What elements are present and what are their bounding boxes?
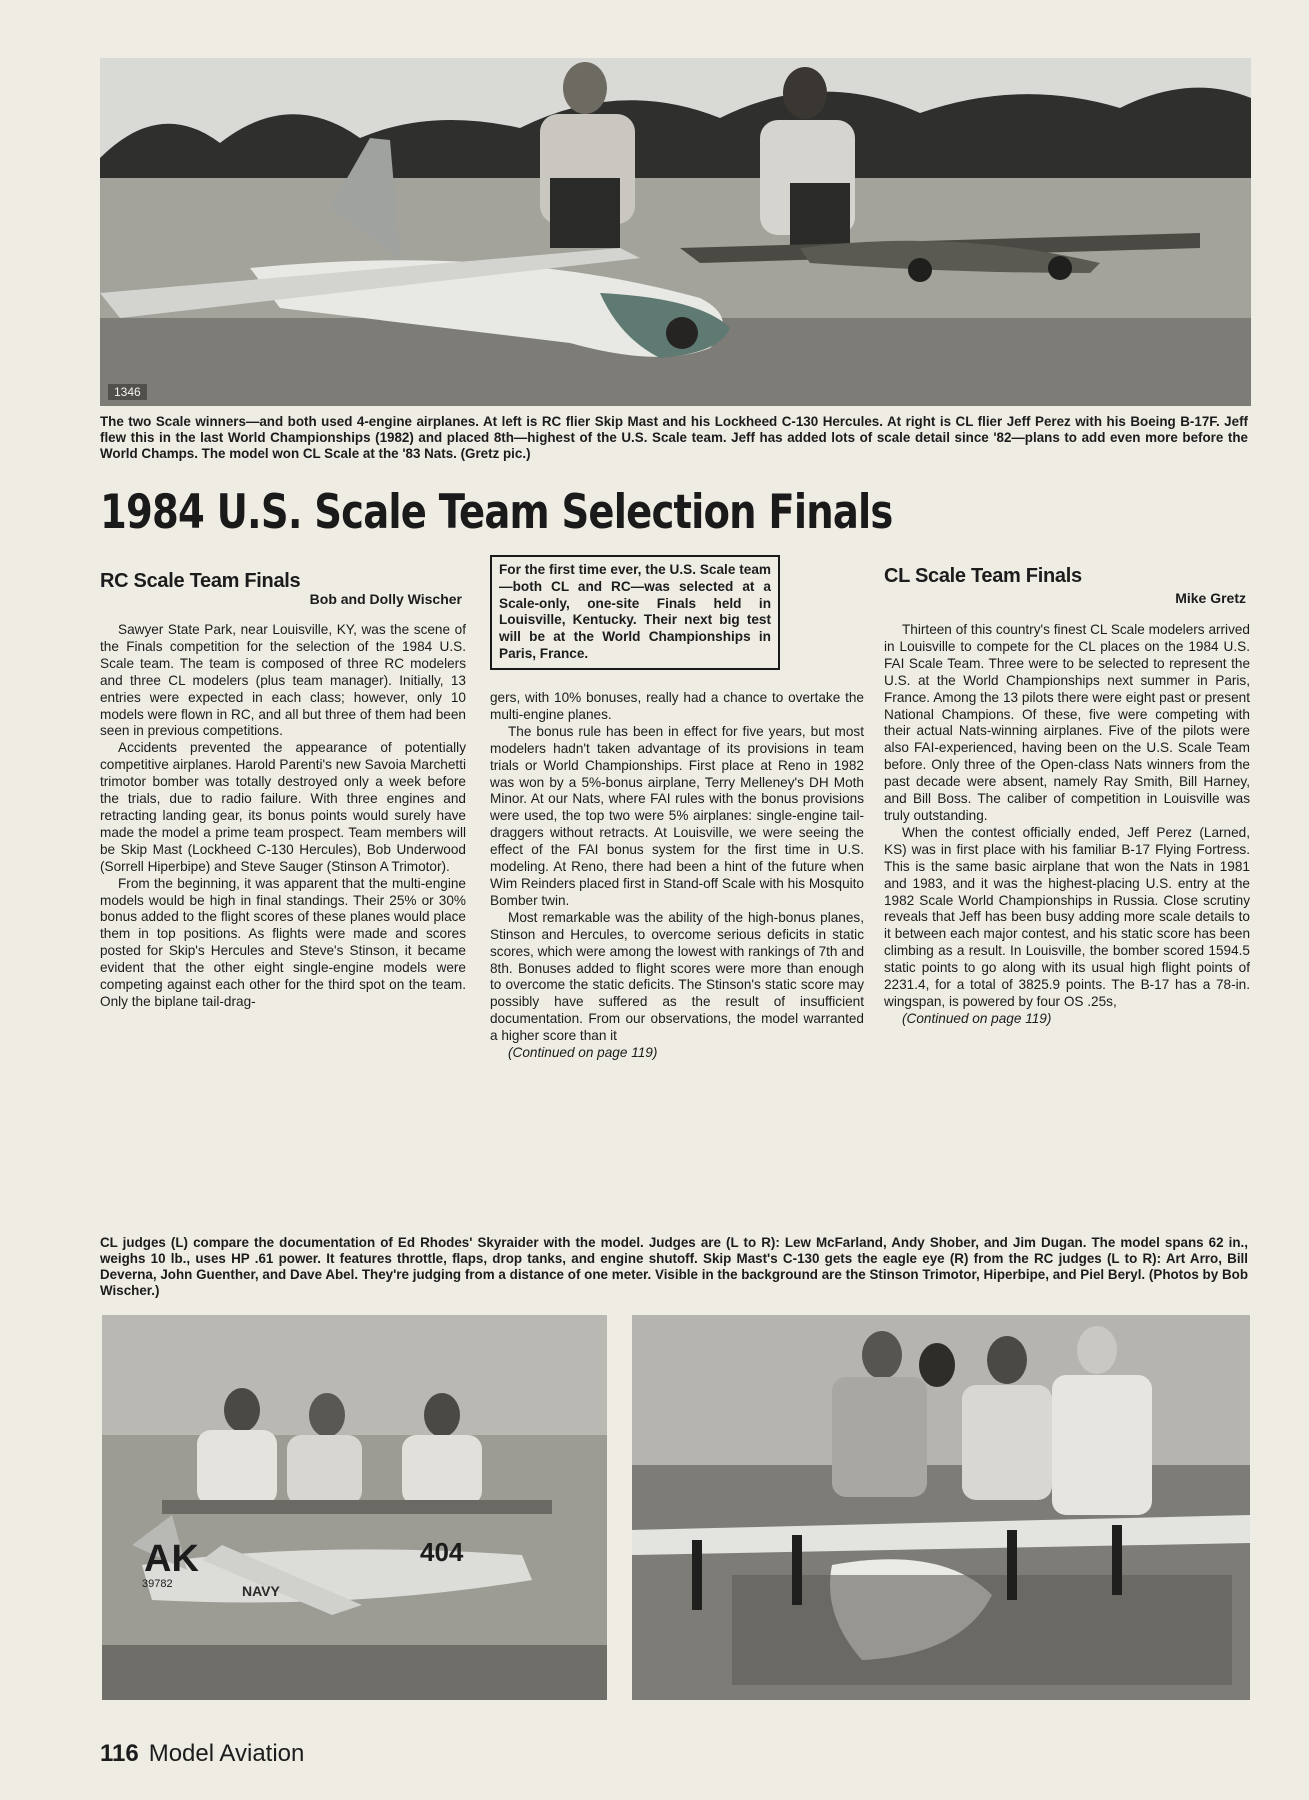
photo-rc-judges bbox=[632, 1315, 1250, 1700]
rc-byline: Bob and Dolly Wischer bbox=[309, 591, 462, 607]
middle-continued-note: (Continued on page 119) bbox=[508, 1045, 658, 1061]
page-footer bbox=[100, 1740, 304, 1768]
aircraft-serial-text: 39782 bbox=[142, 1578, 173, 1590]
top-photo-caption: The two Scale winners—and both used 4-engine airplanes. At left is RC flier Skip Mast and his Lockheed C-130 Hercules. At right is CL flier Jeff Perez with his Boeing B-17F. Jeff flew this in the last World Championships (1982) and placed 8th—highest of the U.S. Scale team. Jeff has added lots of scale detail since '82—plans to add even more before the World Champs. The model won CL Scale at the '83 Nats. (Gretz pic.) bbox=[100, 414, 1248, 461]
middle-paragraph-2: The bonus rule has been in effect for five years, but most modelers hadn't taken advantage of its provisions in team trials or World Championships. First place at Reno in 1982 was won by a 5%-bonus airplane, Terry Melleney's DH Moth Minor. At our Nats, where FAI rules with the bonus provisions were used, the top two were 5% airplanes: single-engine tail-draggers without retracts. At Louisville, we were seeing the effect of the FAI bonus system for the first time in U.S. modeling. At Reno, there had been a hint of the future when Wim Reinders placed first in Stand-off Scale with his Mosquito Bomber twin. bbox=[490, 723, 864, 908]
cl-paragraph-1: Thirteen of this country's finest CL Scale modelers arrived in Louisville to compete for the CL places on the 1984 U.S. FAI Scale Team. Three were to be selected to represent the U.S. at the World Championships next summer in Paris, France. Among the 13 pilots there were eight past or present National Champions. Of these, five were competing with their actual Nats-winning airplanes. Five of the pilots were also FAI-experienced, having been on the U.S. Scale Team before. Only three of the Open-class Nats winners from the past decade were absent, namely Ray Smith, Bill Harney, and Bill Boss. The caliber of competition in Louisville was truly outstanding. bbox=[884, 622, 1250, 823]
callout-box: For the first time ever, the U.S. Scale team—both CL and RC—was selected at a Scale-only, one-site Finals held in Louisville, Kentucky. Their next big test will be at the World Championships in Paris, France. bbox=[490, 555, 780, 670]
photo-cl-judges-illustration bbox=[102, 1315, 607, 1700]
rc-paragraph-2: Accidents prevented the appearance of potentially competitive airplanes. Harold Parenti's new Savoia Marchetti trimotor bomber was totally destroyed only a week before the trials, due to radio failure. With three engines and retracting landing gear, its bonus points would surely have made the model a prime team prospect. Team members will be Skip Mast (Lockheed C-130 Hercules), Bob Underwood (Sorrell Hiperbipe) and Steve Sauger (Stinson A Trimotor). bbox=[100, 740, 466, 874]
middle-column bbox=[490, 690, 864, 1062]
cl-byline: Mike Gretz bbox=[1175, 590, 1246, 606]
rc-paragraph-3: From the beginning, it was apparent that the multi-engine models would be high in final standings. Their 25% or 30% bonus added to the flight scores of these planes would place them in top positions. As flights were made and scores posted for Skip's Hercules and Steve's Stinson, it became evident that the other eight single-engine models were competing against each other for the third spot on the team. Only the biplane tail-drag- bbox=[100, 875, 466, 1009]
cl-section-heading: CL Scale Team Finals bbox=[884, 565, 1082, 587]
middle-paragraph-1: gers, with 10% bonuses, really had a chance to overtake the multi-engine planes. bbox=[490, 690, 864, 722]
rc-section-heading: RC Scale Team Finals bbox=[100, 570, 301, 592]
photo-rc-judges-illustration bbox=[632, 1315, 1250, 1700]
photo-cl-judges bbox=[102, 1315, 607, 1700]
bottom-photos-caption: CL judges (L) compare the documentation of Ed Rhodes' Skyraider with the model. Judges are (L to R): Lew McFarland, Andy Shober, and Jim Dugan. The model spans 62 in., weighs 10 lb., uses HP .61 power. It features throttle, flaps, drop tanks, and engine shutoff. Skip Mast's C-130 gets the eagle eye (R) from the RC judges (L to R): Art Arro, Bill Deverna, John Guenther, and Dave Abel. They're judging from a distance of one meter. Visible in the background are the Stinson Trimotor, Hiperbipe, and Piel Beryl. (Photos by Bob Wischer.) bbox=[100, 1235, 1248, 1298]
cl-continued-note: (Continued on page 119) bbox=[902, 1010, 1052, 1026]
middle-paragraph-3: Most remarkable was the ability of the high-bonus planes, Stinson and Hercules, to overcome serious deficits in static scores, which were among the lowest with rankings of 7th and 8th. Bonuses added to flight scores were more than enough to overcome the static deficits. The Stinson's static score may possibly have suffered as the result of insufficient documentation. From our observations, the model warranted a higher score than it bbox=[490, 909, 864, 1044]
photo-scale-winners-illustration bbox=[100, 58, 1251, 406]
aircraft-number-text: 404 bbox=[420, 1537, 464, 1567]
aircraft-code-text: AK bbox=[144, 1538, 199, 1580]
rc-paragraph-1: Sawyer State Park, near Louisville, KY, was the scene of the Finals competition for the selection of the 1984 U.S. Scale team. The team is composed of three RC modelers and three CL modelers (plus team manager). Initially, 13 entries were expected in each class; however, only 10 models were flown in RC, and all but three of them had been seen in previous competitions. bbox=[100, 622, 466, 739]
photo-scale-winners bbox=[100, 58, 1251, 406]
article-headline: 1984 U.S. Scale Team Selection Finals bbox=[100, 485, 893, 540]
cl-column bbox=[884, 622, 1250, 1028]
aircraft-navy-text: NAVY bbox=[242, 1583, 280, 1599]
rc-column bbox=[100, 622, 466, 1011]
page-number: 116 bbox=[100, 1740, 139, 1767]
publication-name: Model Aviation bbox=[148, 1740, 305, 1767]
photo-tag-number: 1346 bbox=[108, 384, 147, 400]
cl-paragraph-2: When the contest officially ended, Jeff Perez (Larned, KS) was in first place with his familiar B-17 Flying Fortress. This is the same basic airplane that won the Nats in 1981 and 1983, and it was the highest-placing U.S. entry at the 1982 Scale World Championships in Russia. Close scrutiny reveals that Jeff has been busy adding more scale details to it between each major contest, and his static score has been climbing as a result. In Louisville, the bomber scored 1594.5 static points to go along with its usual high flight points of 2231.4, for a total of 3825.9 points. The B-17 has a 78-in. wingspan, is powered by four OS .25s, bbox=[884, 824, 1250, 1009]
